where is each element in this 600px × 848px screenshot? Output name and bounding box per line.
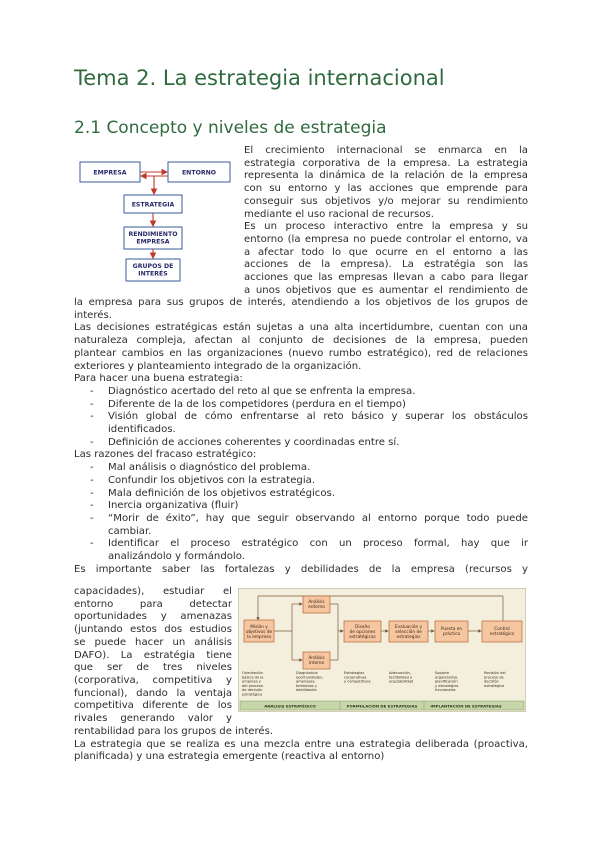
list-item: - Confundir los objetivos con la estrategia. — [74, 475, 528, 488]
failure-list — [74, 462, 528, 564]
list-item: - Mal análisis o diagnóstico del problema. — [74, 462, 528, 475]
list-item: - Mala definición de los objetivos estratégicos. — [74, 488, 528, 501]
dafo-line: DAFO). La estratégia tiene — [74, 649, 232, 661]
dafo-line: entorno para detectar — [74, 598, 232, 610]
dafo-line: oportunidades y amenazas — [74, 611, 232, 623]
phase-analisis: ANÁLISIS ESTRATÉGICO — [264, 703, 316, 709]
strategy-flow-diagram — [78, 158, 238, 284]
svg-text:Soporteorganizativo,planificac: Soporte organizativo, planificación y estrategias funcionales — [435, 671, 459, 693]
flow-box-entorno-label: ENTORNO — [181, 169, 217, 177]
body-text — [74, 297, 528, 576]
dafo-after-line: rentabilidad para los grupos de interés. — [74, 726, 274, 737]
intro-line: a unos objetivos que es aumentar el rendimiento de — [244, 284, 528, 296]
intro-line: acciones de la empresa). La estratégia son las — [244, 259, 528, 271]
dafo-line: se puede hacer un análisis — [74, 636, 232, 648]
final-line: planificada) y una estrategia emergente (reactiva al entorno) — [74, 751, 385, 763]
final-line: La estrategia que se realiza es una mezcla entre una estrategia deliberada (proactiva, — [74, 738, 528, 750]
svg-text:Estrategiascorporativasy compe: Estrategias corporativas y competitivas — [344, 671, 371, 684]
list-item: - Definición de acciones coherentes y coordinadas entre sí. — [74, 437, 528, 450]
strategic-process-diagram — [238, 588, 526, 712]
decisions-line: naturaleza compleja, afectan al conjunto de decisiones de la empresa, pueden — [74, 335, 528, 347]
intro-text — [244, 145, 528, 297]
svg-text:Revisión delproceso dedecisión: Revisión del proceso de decisión estratégica — [484, 671, 506, 688]
phase-implantacion: IMPLANTACIÓN DE ESTRATEGIAS — [430, 703, 502, 709]
dafo-line: capacidades), estudiar el — [74, 586, 232, 597]
list-item: - Visión global de cómo enfrentarse al reto básico y superar los obstáculos identificados. — [74, 411, 528, 436]
svg-text:Evaluación yselección deestrat: Evaluación y selección de estrategias — [394, 625, 423, 640]
intro-line: estrategia corporativa de la empresa. La estrategia — [244, 157, 528, 169]
intro-line: mediante el uso racional de recursos. — [244, 208, 434, 220]
list-item: - “Morir de éxito”, hay que seguir observando al entorno porque todo puede cambiar. — [74, 513, 528, 538]
flow-box-grupos-label: GRUPOS DE INTERÉS — [132, 263, 174, 278]
dafo-line: (corporativa, competitiva y — [74, 674, 232, 686]
good-strategy-heading: Para hacer una buena estrategia: — [74, 373, 243, 385]
flow-box-empresa-label: EMPRESA — [93, 169, 127, 177]
list-item: - Diagnóstico acertado del reto al que se enfrenta la empresa. — [74, 386, 528, 399]
svg-text:Análisisinterno: Análisis interno — [308, 656, 325, 666]
phase-formulacion: FORMULACIÓN DE ESTRATEGIAS — [346, 703, 418, 709]
decisions-line: Las decisiones estratégicas están sujetas a una alta incertidumbre, cuentan con una — [74, 322, 528, 334]
svg-text:Adecuación,factibilidad yacept: Adecuación, factibilidad y aceptabilidad — [389, 671, 414, 684]
intro-line: entorno (la empresa no puede controlar el entorno, va — [244, 233, 528, 245]
flow-box-rendimiento-label: RENDIMIENTO EMPRESA — [128, 231, 178, 246]
intro-line: El crecimiento internacional se enmarca en la — [244, 145, 528, 156]
flow-box-estrategia-label: ESTRATEGIA — [131, 201, 175, 209]
intro-continuation-line: la empresa para sus grupos de interés, atendiendo a los objetivos de los grupos de — [74, 297, 528, 308]
list-item: - Identificar el proceso estratégico con un proceso formal, hay que ir analizándolo y formándolo. — [74, 538, 528, 563]
section-title: 2.1 Concepto y niveles de estrategia — [74, 118, 387, 138]
intro-line: acciones que las empresas llevan a cabo para llegar — [244, 272, 528, 284]
svg-text:Orientaciónbásica de laempresa: Orientación básica de la empresa y del proceso de decisión estratégica — [242, 671, 264, 697]
intro-line: representa la dinámica de la relación de la empresa — [244, 170, 528, 182]
list-item: - Inercia organizativa (fluir) — [74, 500, 528, 513]
decisions-line: plantear cambios en las organizaciones (nuevo rumbo estratégico), red de relaciones — [74, 347, 528, 359]
intro-line: Es un proceso interactivo entre la empresa y su — [244, 221, 528, 233]
svg-text:Misión yobjetivos dela empresa: Misión y objetivos de la empresa — [245, 625, 273, 640]
failure-heading: Las razones del fracaso estratégico: — [74, 449, 257, 461]
dafo-line: Es importante saber las fortalezas y debilidades de la empresa (recursos y — [74, 563, 528, 575]
dafo-line: rivales generando valor y — [74, 713, 232, 725]
dafo-line: funcional), dando la ventaja — [74, 687, 232, 699]
decisions-line: exteriores y planteamiento integrado de la organización. — [74, 360, 362, 372]
svg-text:Diagnóstico:oportunidades,amen: Diagnóstico: oportunidades, amenazas, fortalezas y debilidades — [296, 671, 324, 693]
dafo-line: que ser de tres niveles — [74, 662, 232, 674]
intro-line: conseguir sus objetivos y/o mejorar su rendimiento — [244, 195, 528, 207]
svg-text:Análisisentorno: Análisis entorno — [308, 600, 325, 610]
page-title: Tema 2. La estrategia internacional — [74, 66, 445, 90]
dafo-line: (juntando estos dos estudios — [74, 624, 232, 636]
dafo-line: competitiva diferente de los — [74, 700, 232, 712]
svg-text:Puesta enpráctica: Puesta en práctica — [440, 627, 463, 637]
intro-line: a afectar todo lo que ocurre en el entorno a las — [244, 246, 528, 258]
svg-text:Diseñode opcionesestratégicas: Diseño de opciones estratégicas — [349, 625, 376, 640]
list-item: - Diferente de la de los competidores (perdura en el tiempo) — [74, 399, 528, 412]
intro-continuation-line: interés. — [74, 309, 112, 321]
closing-text — [74, 726, 528, 764]
svg-text:Controlestratégico: Control estratégico — [489, 627, 515, 637]
intro-line: con su entorno y las acciones que emprende para — [244, 183, 528, 195]
dafo-text — [74, 586, 232, 726]
good-strategy-list — [74, 386, 528, 450]
